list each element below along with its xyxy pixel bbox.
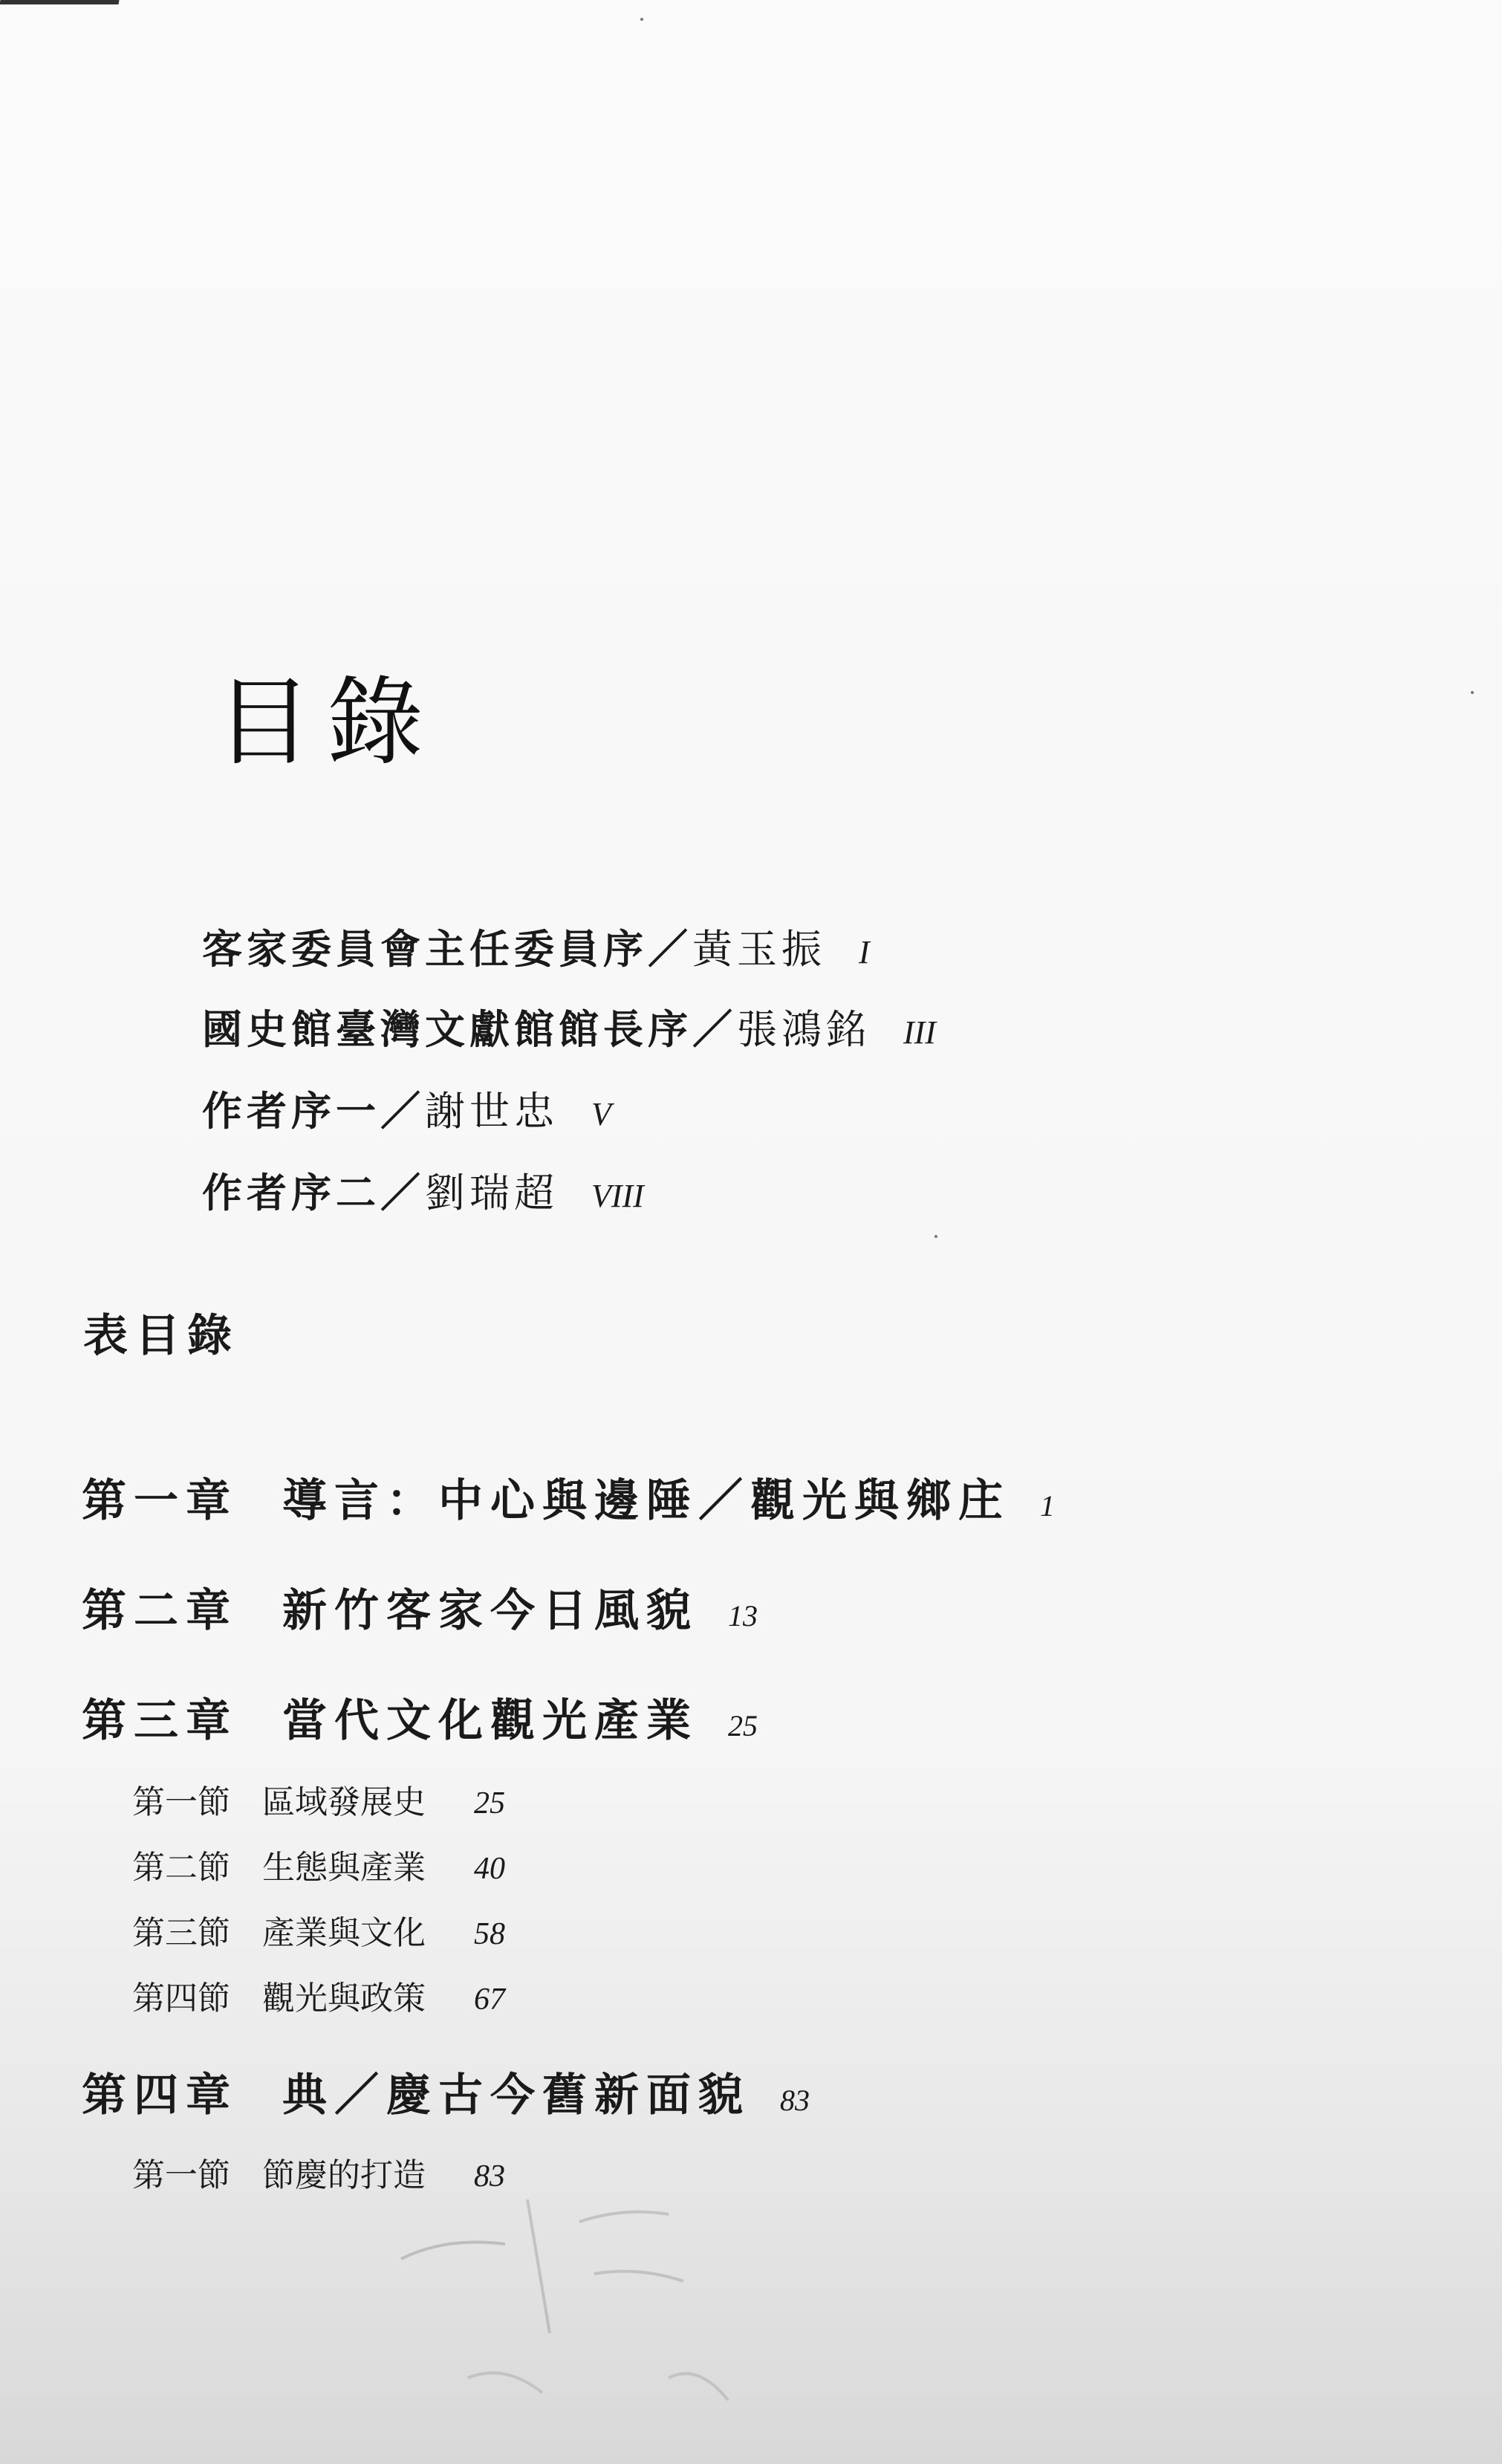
- section-number: 第一節: [132, 2156, 230, 2194]
- chapter-number: 第二章: [82, 1585, 238, 1637]
- chapter-entry[interactable]: [82, 1585, 758, 1637]
- chapter-number: 第一章: [82, 1475, 238, 1527]
- section-title: 生態與產業: [262, 1849, 426, 1887]
- section-entry[interactable]: [132, 1849, 505, 1887]
- chapter-title: 當代文化觀光產業: [282, 1695, 698, 1747]
- page-title: 目錄: [215, 666, 439, 779]
- chapter-page-number: 25: [728, 1709, 758, 1742]
- section-number: 第三節: [132, 1914, 230, 1952]
- section-page-number: 83: [474, 2159, 505, 2194]
- chapter-page-number: 1: [1040, 1489, 1055, 1523]
- section-number: 第二節: [132, 1849, 230, 1887]
- chapter-title: 導言：中心與邊陲／觀光與鄉庄: [282, 1475, 1010, 1527]
- page-corner-mark: [0, 0, 120, 4]
- preface-author: 謝世忠: [425, 1088, 559, 1135]
- chapter-entry[interactable]: [82, 2069, 810, 2121]
- preface-page-number: V: [591, 1096, 611, 1132]
- preface-author: 張鴻銘: [737, 1006, 871, 1053]
- section-entry[interactable]: [132, 1982, 505, 2015]
- preface-label: 作者序二／: [202, 1169, 425, 1216]
- section-number: 第四節: [132, 1980, 230, 2017]
- section-page-number: 58: [474, 1917, 505, 1951]
- chapter-entry[interactable]: [82, 1695, 758, 1747]
- section-page-number: 25: [474, 1786, 505, 1821]
- preface-entry[interactable]: [202, 1169, 644, 1216]
- section-title: 節慶的打造: [262, 2156, 426, 2194]
- section-title: 產業與文化: [262, 1914, 426, 1952]
- section-page-number: 40: [474, 1852, 505, 1886]
- chapter-page-number: 83: [780, 2084, 810, 2117]
- chapter-number: 第四章: [82, 2069, 238, 2121]
- section-number: 第一節: [132, 1783, 230, 1821]
- chapter-page-number: 13: [728, 1599, 758, 1633]
- preface-entry[interactable]: [202, 925, 870, 973]
- preface-page-number: III: [903, 1014, 936, 1051]
- preface-entry[interactable]: [202, 1005, 936, 1053]
- section-title: 觀光與政策: [262, 1980, 426, 2017]
- chapter-title: 新竹客家今日風貌: [282, 1585, 698, 1637]
- preface-label: 國史館臺灣文獻館館長序／: [202, 1005, 737, 1053]
- table-list-link[interactable]: 表目錄: [83, 1310, 239, 1362]
- section-title: 區域發展史: [262, 1783, 426, 1821]
- chapter-title: 典／慶古今舊新面貌: [282, 2069, 750, 2121]
- stray-dot: [640, 18, 643, 21]
- stray-dot: [1471, 691, 1474, 694]
- section-entry[interactable]: [132, 1914, 505, 1952]
- pencil-scribble: [357, 2155, 802, 2452]
- preface-author: 劉瑞超: [425, 1170, 559, 1216]
- preface-label: 作者序一／: [202, 1087, 425, 1135]
- chapter-number: 第三章: [82, 1695, 238, 1747]
- preface-page-number: I: [859, 934, 870, 970]
- preface-author: 黃玉振: [692, 926, 826, 973]
- stray-dot: [934, 1235, 937, 1238]
- chapter-entry[interactable]: [82, 1475, 1055, 1527]
- preface-label: 客家委員會主任委員序／: [202, 925, 692, 973]
- preface-page-number: VIII: [591, 1178, 644, 1214]
- section-entry[interactable]: [132, 1783, 505, 1821]
- section-page-number: 67: [474, 1982, 505, 2017]
- preface-entry[interactable]: [202, 1087, 611, 1135]
